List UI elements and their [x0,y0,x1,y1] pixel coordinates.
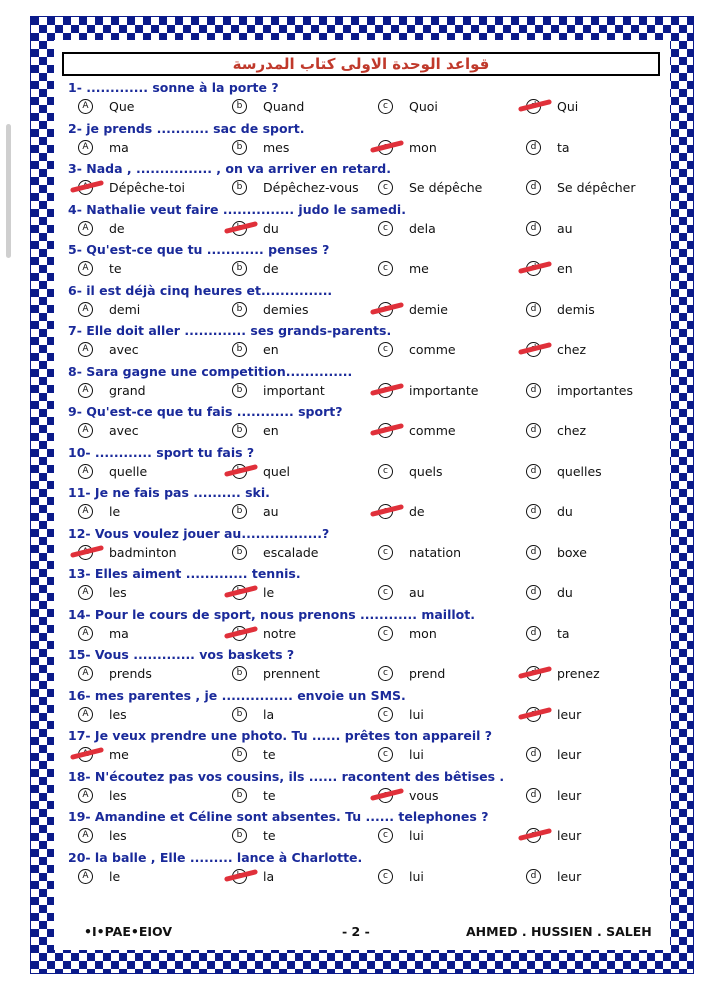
option-letter-circle: b [232,302,247,317]
option-letter-circle: b [232,747,247,762]
option-A[interactable] [78,869,120,885]
option-label: comme [409,342,456,357]
option-label: du [557,585,573,600]
option-label: escalade [263,544,319,560]
option-letter-circle: d [526,423,541,438]
question-16: 16- mes parentes , je ............... envoie un SMS. [68,687,406,703]
footer-page-number: - 2 - [342,924,370,939]
question-17: 17- Je veux prendre une photo. Tu ...... prêtes ton appareil ? [68,728,492,743]
option-label: en [557,261,573,276]
option-label: de [409,504,425,519]
option-d[interactable] [526,302,595,318]
option-label: demi [109,301,141,317]
option-label: Dépêche-toi [109,180,185,195]
options-row-2 [78,140,668,158]
option-label: ma [109,625,129,641]
options-row-6 [78,302,668,320]
option-label: leur [557,747,582,762]
option-A[interactable] [78,261,122,277]
option-label: les [109,828,127,843]
option-label: au [263,504,279,519]
option-d[interactable] [526,383,633,399]
option-label: mon [409,625,437,641]
option-d[interactable] [526,788,581,804]
option-letter-circle: b [232,788,247,803]
option-A[interactable] [78,666,152,682]
option-label: importante [409,382,479,398]
option-letter-circle: d [526,140,541,155]
option-A[interactable] [78,788,127,804]
option-label: importantes [557,382,633,398]
option-label: Qui [557,99,579,114]
option-letter-circle: b [232,707,247,722]
option-A[interactable] [78,302,140,318]
option-letter-circle: A [78,221,93,236]
option-d[interactable] [526,585,573,601]
question-10: 10- ............ sport tu fais ? [68,444,255,460]
option-d[interactable] [526,747,581,763]
option-b[interactable] [232,342,279,358]
option-letter-circle: d [526,221,541,236]
option-b[interactable] [232,545,319,561]
option-letter-circle: b [232,342,247,357]
option-A[interactable] [78,828,127,844]
option-label: leur [557,868,582,884]
options-row-1 [78,99,668,117]
option-label: le [263,585,275,600]
option-letter-circle: A [78,666,93,681]
option-label: Que [109,99,135,114]
option-label: prends [109,666,152,681]
option-letter-circle: A [78,788,93,803]
option-label: Quoi [409,99,438,114]
option-b[interactable] [232,180,359,196]
option-letter-circle: A [78,504,93,519]
option-label: Quand [263,99,305,114]
option-d[interactable] [526,464,602,480]
option-label: le [109,504,121,519]
option-label: badminton [109,544,177,560]
option-d[interactable] [526,423,586,439]
option-b[interactable] [232,140,289,156]
option-b[interactable] [232,383,325,399]
option-label: chez [557,342,587,357]
option-label: la [263,868,275,884]
option-label: les [109,787,127,803]
option-c[interactable] [378,666,445,682]
option-label: comme [409,423,456,438]
option-d[interactable] [526,221,573,237]
scrollbar[interactable] [6,124,11,258]
option-label: te [263,828,276,843]
option-label: ta [557,625,570,641]
option-b[interactable] [232,423,279,439]
option-b[interactable] [232,99,304,115]
option-c[interactable] [378,180,482,196]
option-letter-circle: b [232,504,247,519]
option-label: quel [263,463,291,479]
option-letter-circle: c [378,221,393,236]
option-letter-circle: A [78,626,93,641]
option-label: prenez [557,666,600,681]
option-A[interactable] [78,423,139,439]
options-row-15 [78,666,668,684]
worksheet-page [54,40,670,950]
option-letter-circle: c [378,828,393,843]
option-letter-circle: c [378,626,393,641]
option-b[interactable] [232,747,276,763]
worksheet-title: قواعد الوحدة الاولى كتاب المدرسة [62,52,660,76]
option-letter-circle: b [232,180,247,195]
option-c[interactable] [378,585,425,601]
options-row-9 [78,423,668,441]
question-6: 6- il est déjà cinq heures et............... [68,282,333,298]
option-letter-circle: A [78,99,93,114]
option-label: te [263,747,276,762]
option-letter-circle: d [526,869,541,884]
option-label: du [263,220,279,236]
option-label: la [263,706,275,722]
option-letter-circle: A [78,869,93,884]
option-label: important [263,382,325,398]
option-label: au [409,585,425,600]
option-label: leur [557,706,582,722]
option-A[interactable] [78,383,146,399]
option-label: Dépêchez-vous [263,180,359,195]
option-b[interactable] [232,666,320,682]
option-letter-circle: c [378,545,393,560]
option-label: le [109,868,121,884]
option-letter-circle: A [78,423,93,438]
options-row-16 [78,707,668,725]
question-11: 11- Je ne fais pas .......... ski. [68,485,270,500]
question-7: 7- Elle doit aller ............. ses grands-parents. [68,323,392,338]
options-row-5 [78,261,668,279]
question-14: 14- Pour le cours de sport, nous prenons ............ maillot. [68,606,475,622]
option-label: vous [409,787,439,803]
option-label: avec [109,342,139,357]
option-label: ta [557,139,570,155]
option-d[interactable] [526,140,570,156]
option-letter-circle: A [78,707,93,722]
option-letter-circle: A [78,261,93,276]
option-letter-circle: A [78,140,93,155]
options-row-7 [78,342,668,360]
option-d[interactable] [526,545,587,561]
option-label: lui [409,706,424,722]
option-c[interactable] [378,747,424,763]
option-label: quelle [109,463,148,479]
option-label: de [263,261,279,276]
options-row-14 [78,626,668,644]
option-label: lui [409,828,424,843]
question-8: 8- Sara gagne une competition.............. [68,363,353,379]
option-label: ma [109,139,129,155]
option-label: te [263,787,276,803]
option-label: dela [409,220,436,236]
option-label: au [557,220,573,236]
option-letter-circle: c [378,99,393,114]
option-d[interactable] [526,180,635,196]
option-c[interactable] [378,261,429,277]
question-2: 2- je prends ........... sac de sport. [68,120,305,136]
option-d[interactable] [526,869,581,885]
option-letter-circle: c [378,585,393,600]
question-13: 13- Elles aiment ............. tennis. [68,566,301,581]
option-label: Se dépêcher [557,180,636,195]
option-letter-circle: d [526,302,541,317]
option-label: avec [109,423,139,438]
option-letter-circle: A [78,828,93,843]
option-letter-circle: b [232,261,247,276]
options-row-4 [78,221,668,239]
option-label: quels [409,463,443,479]
option-letter-circle: d [526,464,541,479]
option-c[interactable] [378,464,443,480]
option-A[interactable] [78,585,127,601]
option-letter-circle: A [78,342,93,357]
options-row-17 [78,747,668,765]
option-letter-circle: b [232,99,247,114]
option-label: demies [263,301,309,317]
options-row-20 [78,869,668,887]
option-c[interactable] [378,342,456,358]
option-c[interactable] [378,99,438,115]
option-A[interactable] [78,99,134,115]
option-letter-circle: c [378,707,393,722]
question-4: 4- Nathalie veut faire ............... judo le samedi. [68,201,406,217]
option-A[interactable] [78,221,125,237]
option-letter-circle: c [378,261,393,276]
option-label: grand [109,382,146,398]
option-A[interactable] [78,464,147,480]
question-19: 19- Amandine et Céline sont absentes. Tu ...... telephones ? [68,809,489,824]
option-label: mes [263,139,290,155]
option-label: leur [557,787,582,803]
option-label: natation [409,544,462,560]
option-letter-circle: A [78,302,93,317]
options-row-18 [78,788,668,806]
options-row-13 [78,585,668,603]
option-d[interactable] [526,504,573,520]
option-label: boxe [557,544,587,560]
question-9: 9- Qu'est-ce que tu fais ............ sport? [68,404,343,419]
option-letter-circle: d [526,626,541,641]
option-label: quelles [557,463,602,479]
option-label: Se dépêche [409,180,483,195]
options-row-12 [78,545,668,563]
option-label: les [109,585,127,600]
option-letter-circle: c [378,342,393,357]
option-label: te [109,261,122,276]
option-label: me [109,747,129,762]
option-label: lui [409,747,424,762]
option-b[interactable] [232,788,276,804]
option-label: mon [409,139,437,155]
option-letter-circle: d [526,747,541,762]
question-18: 18- N'écoutez pas vos cousins, ils ...... racontent des bêtises . [68,768,505,784]
question-3: 3- Nada , ................ , on va arriver en retard. [68,161,392,176]
question-15: 15- Vous ............. vos baskets ? [68,647,295,662]
option-letter-circle: c [378,869,393,884]
option-label: me [409,261,429,276]
option-label: notre [263,625,297,641]
options-row-8 [78,383,668,401]
option-letter-circle: d [526,383,541,398]
options-row-10 [78,464,668,482]
option-letter-circle: c [378,180,393,195]
option-label: prend [409,666,446,681]
option-A[interactable] [78,707,127,723]
option-c[interactable] [378,221,436,237]
option-label: chez [557,423,587,438]
option-b[interactable] [232,261,279,277]
option-c[interactable] [378,545,461,561]
option-letter-circle: b [232,383,247,398]
option-letter-circle: d [526,504,541,519]
option-letter-circle: A [78,383,93,398]
option-A[interactable] [78,140,129,156]
option-label: en [263,423,279,438]
option-letter-circle: d [526,585,541,600]
option-letter-circle: c [378,666,393,681]
option-label: les [109,706,127,722]
option-c[interactable] [378,707,424,723]
option-A[interactable] [78,342,139,358]
options-row-19 [78,828,668,846]
option-c[interactable] [378,626,437,642]
question-1: 1- ............. sonne à la porte ? [68,80,279,95]
option-letter-circle: b [232,545,247,560]
question-20: 20- la balle , Elle ......... lance à Charlotte. [68,849,363,865]
footer-author: AHMED . HUSSIEN . SALEH [466,924,652,939]
option-letter-circle: b [232,828,247,843]
option-letter-circle: c [378,747,393,762]
option-letter-circle: b [232,140,247,155]
option-letter-circle: c [378,464,393,479]
option-letter-circle: b [232,423,247,438]
option-c[interactable] [378,828,424,844]
option-letter-circle: A [78,585,93,600]
question-5: 5- Qu'est-ce que tu ............ penses ? [68,242,330,257]
option-letter-circle: d [526,180,541,195]
option-label: du [557,504,573,519]
footer-phone: •I•PAE•EIOV [84,924,173,939]
option-label: de [109,220,125,236]
option-A[interactable] [78,626,129,642]
option-label: en [263,342,279,357]
option-A[interactable] [78,504,120,520]
option-b[interactable] [232,302,308,318]
option-label: leur [557,828,582,843]
option-label: prennent [263,666,320,681]
option-letter-circle: A [78,464,93,479]
options-row-11 [78,504,668,522]
option-label: demis [557,301,595,317]
option-label: lui [409,868,424,884]
option-c[interactable] [378,869,424,885]
option-d[interactable] [526,626,570,642]
option-b[interactable] [232,828,276,844]
option-letter-circle: d [526,545,541,560]
question-12: 12- Vous voulez jouer au.................? [68,525,330,541]
option-letter-circle: d [526,788,541,803]
option-letter-circle: b [232,666,247,681]
option-b[interactable] [232,707,274,723]
option-b[interactable] [232,504,279,520]
options-row-3 [78,180,668,198]
option-label: demie [409,301,448,317]
